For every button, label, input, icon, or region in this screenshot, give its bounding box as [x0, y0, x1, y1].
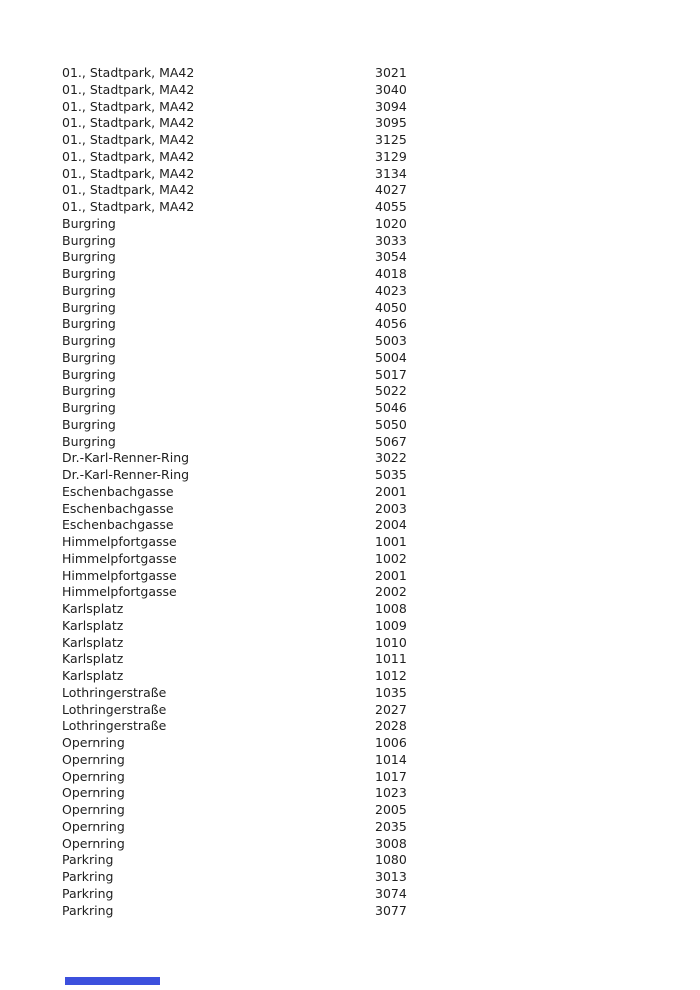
code-cell: 3013	[375, 869, 407, 884]
code-cell: 5050	[375, 416, 407, 432]
code-cell: 1010	[375, 634, 407, 650]
street-cell: 01., Stadtpark, MA42	[62, 199, 195, 214]
table-row	[62, 584, 660, 601]
code-cell: 1008	[375, 601, 407, 616]
table-row	[62, 115, 660, 132]
code-cell: 3134	[375, 165, 407, 181]
table-row	[62, 501, 660, 518]
street-cell: Dr.-Karl-Renner-Ring	[62, 450, 190, 466]
code-cell: 1035	[375, 684, 407, 700]
table-row	[62, 852, 660, 869]
table-row	[62, 484, 660, 501]
table-row	[62, 668, 660, 685]
code-cell: 1080	[375, 852, 407, 868]
table-row	[62, 819, 660, 836]
table-row	[62, 752, 660, 769]
table-row	[62, 266, 660, 283]
code-cell: 5022	[375, 383, 407, 399]
code-cell: 2004	[375, 517, 407, 533]
street-cell: Parkring	[62, 869, 114, 884]
street-cell: Himmelpfortgasse	[62, 584, 177, 600]
street-cell: Opernring	[62, 768, 125, 784]
street-cell: Eschenbachgasse	[62, 483, 174, 499]
street-cell: 01., Stadtpark, MA42	[62, 165, 195, 181]
code-cell: 2002	[375, 584, 407, 600]
code-cell: 4027	[375, 182, 407, 198]
table-row	[62, 400, 660, 417]
code-cell: 3094	[375, 98, 407, 114]
table-row	[62, 651, 660, 668]
table-row	[62, 886, 660, 903]
code-cell: 5046	[375, 400, 407, 415]
code-cell: 1020	[375, 215, 407, 231]
street-cell: Himmelpfortgasse	[62, 550, 177, 566]
table-row	[62, 417, 660, 434]
table-row	[62, 216, 660, 233]
table-row	[62, 618, 660, 635]
table-row	[62, 82, 660, 99]
table-row	[62, 333, 660, 350]
street-cell: Dr.-Karl-Renner-Ring	[62, 467, 190, 482]
table-row	[62, 132, 660, 149]
code-cell: 3008	[375, 835, 407, 851]
code-cell: 2003	[375, 500, 407, 516]
table-row	[62, 551, 660, 568]
table-row	[62, 149, 660, 166]
code-cell: 3054	[375, 249, 407, 265]
footer-accent-bar	[65, 977, 160, 985]
table-row	[62, 769, 660, 786]
code-cell: 1009	[375, 617, 407, 633]
table-row	[62, 65, 660, 82]
code-cell: 5004	[375, 349, 407, 365]
code-cell: 1002	[375, 550, 407, 566]
street-cell: Lothringerstraße	[62, 684, 167, 700]
code-cell: 4023	[375, 282, 407, 298]
street-cell: 01., Stadtpark, MA42	[62, 132, 195, 147]
code-cell: 3125	[375, 132, 407, 147]
street-cell: Burgring	[62, 249, 116, 265]
table-row	[62, 300, 660, 317]
table-row	[62, 735, 660, 752]
table-row	[62, 568, 660, 585]
street-cell: Burgring	[62, 215, 116, 231]
table-row	[62, 383, 660, 400]
street-cell: Karlsplatz	[62, 601, 124, 616]
street-cell: Lothringerstraße	[62, 701, 167, 717]
street-cell: Lothringerstraße	[62, 718, 167, 734]
street-cell: Burgring	[62, 232, 116, 248]
street-cell: 01., Stadtpark, MA42	[62, 115, 195, 131]
code-cell: 1017	[375, 768, 407, 784]
street-cell: Karlsplatz	[62, 617, 124, 633]
code-cell: 1006	[375, 735, 407, 750]
table-row	[62, 99, 660, 116]
table-row	[62, 718, 660, 735]
code-cell: 1014	[375, 751, 407, 767]
street-cell: Opernring	[62, 802, 125, 817]
street-cell: Burgring	[62, 316, 116, 332]
street-cell: Burgring	[62, 333, 116, 348]
code-cell: 1001	[375, 534, 407, 549]
street-cell: Himmelpfortgasse	[62, 567, 177, 583]
code-cell: 2027	[375, 701, 407, 717]
code-cell: 1011	[375, 651, 407, 667]
street-cell: Opernring	[62, 818, 125, 834]
street-cell: Burgring	[62, 299, 116, 315]
station-list	[62, 65, 660, 919]
street-cell: Burgring	[62, 400, 116, 415]
table-row	[62, 467, 660, 484]
street-cell: Karlsplatz	[62, 634, 124, 650]
code-cell: 4050	[375, 299, 407, 315]
street-cell: Karlsplatz	[62, 668, 124, 683]
code-cell: 5003	[375, 333, 407, 348]
code-cell: 5067	[375, 433, 407, 449]
code-cell: 3022	[375, 450, 407, 466]
code-cell: 4055	[375, 199, 407, 214]
street-cell: Opernring	[62, 751, 125, 767]
street-cell: Burgring	[62, 366, 116, 382]
code-cell: 2001	[375, 483, 407, 499]
table-row	[62, 434, 660, 451]
code-cell: 4056	[375, 316, 407, 332]
table-row	[62, 350, 660, 367]
code-cell: 5035	[375, 467, 407, 482]
code-cell: 3129	[375, 148, 407, 164]
table-row	[62, 283, 660, 300]
street-cell: 01., Stadtpark, MA42	[62, 98, 195, 114]
code-cell: 4018	[375, 266, 407, 281]
code-cell: 3033	[375, 232, 407, 248]
code-cell: 2028	[375, 718, 407, 734]
code-cell: 3095	[375, 115, 407, 131]
table-row	[62, 233, 660, 250]
street-cell: Opernring	[62, 785, 125, 801]
street-cell: 01., Stadtpark, MA42	[62, 81, 195, 97]
code-cell: 2035	[375, 818, 407, 834]
table-row	[62, 199, 660, 216]
table-row	[62, 685, 660, 702]
table-row	[62, 635, 660, 652]
street-cell: 01., Stadtpark, MA42	[62, 148, 195, 164]
table-row	[62, 785, 660, 802]
street-cell: 01., Stadtpark, MA42	[62, 65, 195, 80]
code-cell: 3074	[375, 885, 407, 901]
table-row	[62, 534, 660, 551]
street-cell: Parkring	[62, 852, 114, 868]
table-row	[62, 869, 660, 886]
code-cell: 1023	[375, 785, 407, 801]
table-row	[62, 903, 660, 920]
table-row	[62, 836, 660, 853]
street-cell: Burgring	[62, 383, 116, 399]
code-cell: 3040	[375, 81, 407, 97]
street-cell: Karlsplatz	[62, 651, 124, 667]
street-cell: Parkring	[62, 902, 114, 918]
table-row	[62, 802, 660, 819]
table-row	[62, 450, 660, 467]
table-row	[62, 517, 660, 534]
table-row	[62, 316, 660, 333]
table-row	[62, 367, 660, 384]
street-cell: Burgring	[62, 416, 116, 432]
street-cell: Eschenbachgasse	[62, 517, 174, 533]
street-cell: 01., Stadtpark, MA42	[62, 182, 195, 198]
table-row	[62, 601, 660, 618]
table-row	[62, 702, 660, 719]
table-row	[62, 166, 660, 183]
code-cell: 5017	[375, 366, 407, 382]
street-cell: Eschenbachgasse	[62, 500, 174, 516]
street-cell: Burgring	[62, 433, 116, 449]
table-row	[62, 182, 660, 199]
street-cell: Burgring	[62, 282, 116, 298]
street-cell: Himmelpfortgasse	[62, 534, 177, 549]
street-cell: Opernring	[62, 835, 125, 851]
table-row	[62, 249, 660, 266]
street-cell: Burgring	[62, 266, 116, 281]
street-cell: Opernring	[62, 735, 125, 750]
code-cell: 3077	[375, 902, 407, 918]
code-cell: 2005	[375, 802, 407, 817]
code-cell: 2001	[375, 567, 407, 583]
street-cell: Burgring	[62, 349, 116, 365]
code-cell: 1012	[375, 668, 407, 683]
code-cell: 3021	[375, 65, 407, 80]
street-cell: Parkring	[62, 885, 114, 901]
